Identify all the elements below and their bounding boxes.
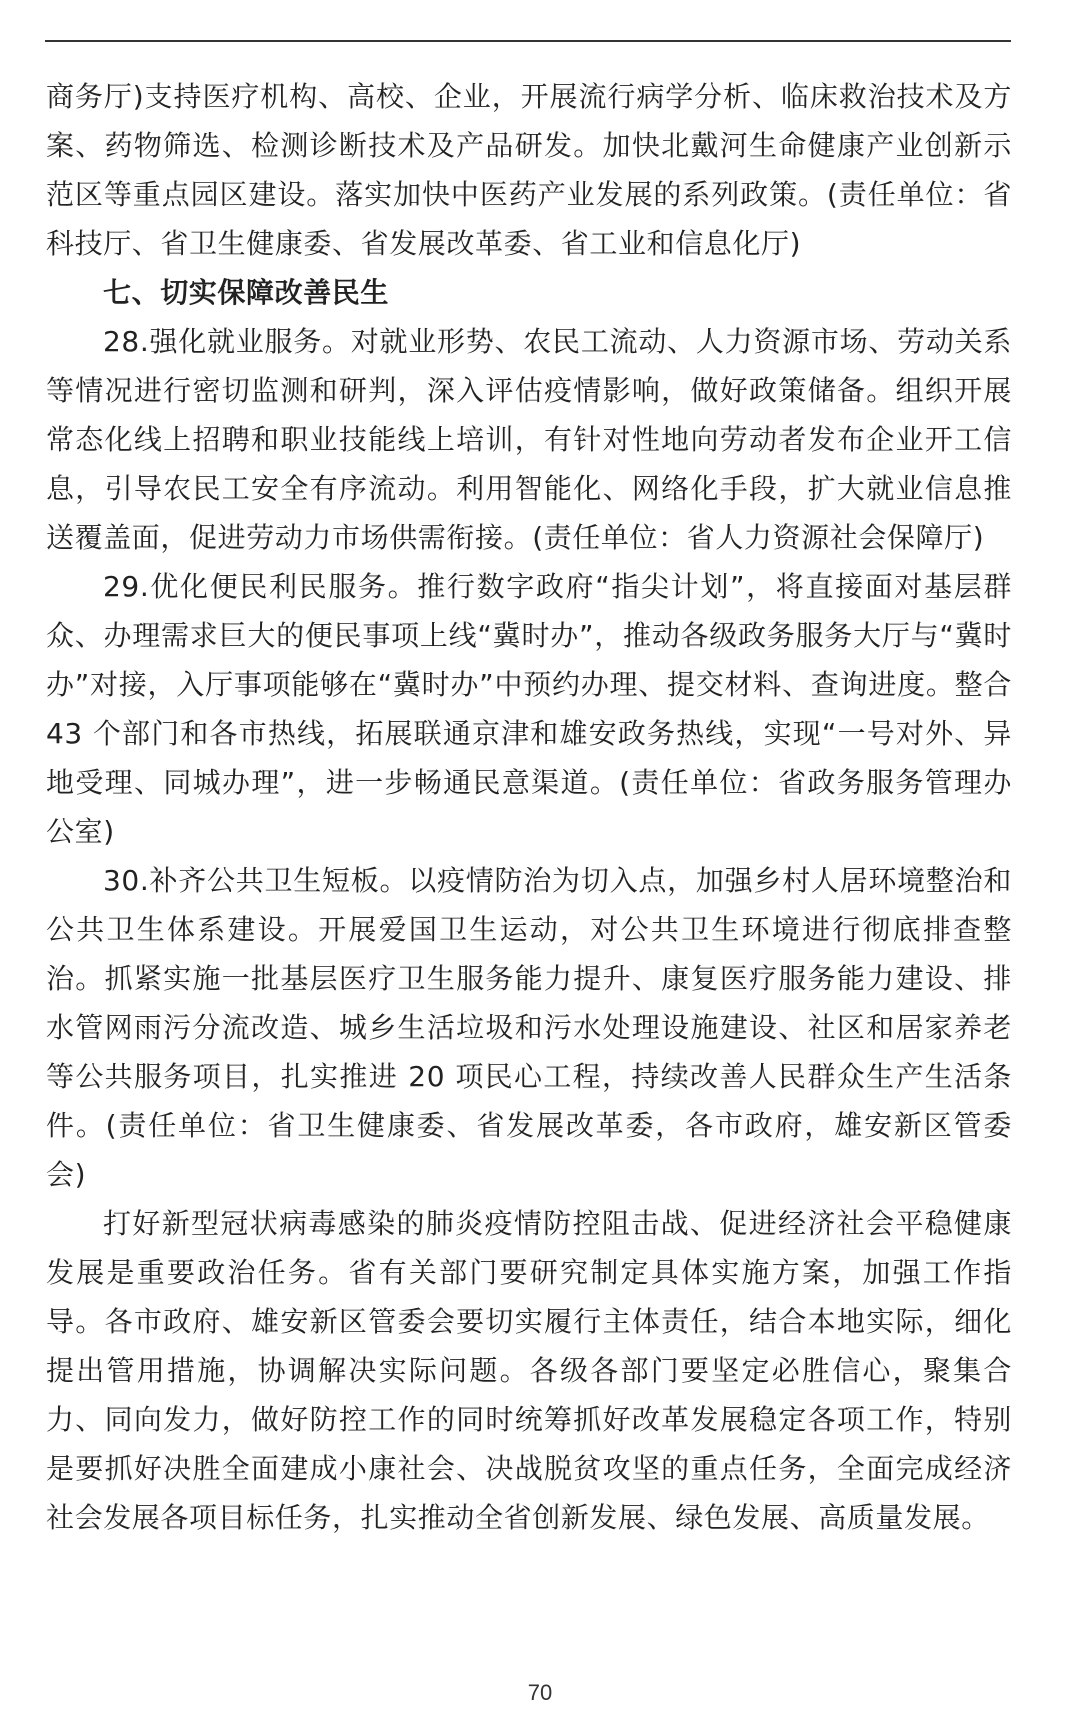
page-number: 70 [527,1680,553,1705]
paragraph-continuation: 商务厅)支持医疗机构、高校、企业，开展流行病学分析、临床救治技术及方案、药物筛选、检测诊断技术及产品研发。加快北戴河生命健康产业创新示范区等重点园区建设。落实加快中医药产业发展的系列政策。(责任单位：省科技厅、省卫生健康委、省发展改革委、省工业和信息化厅) [46,80,1012,260]
paragraph-item-29: 29.优化便民利民服务。推行数字政府“指尖计划”，将直接面对基层群众、办理需求巨大的便民事项上线“冀时办”，推动各级政务服务大厅与“冀时办”对接，入厅事项能够在“冀时办”中预约办理、提交材料、查询进度。整合 43 个部门和各市热线，拓展联通京津和雄安政务热线，实现“一号对外、异地受理、同城办理”，进一步畅通民意渠道。(责任单位：省政务服务管理办公室) [46,570,1012,848]
document-body [46,72,1012,1542]
paragraph-item-28: 28.强化就业服务。对就业形势、农民工流动、人力资源市场、劳动关系等情况进行密切监测和研判，深入评估疫情影响，做好政策储备。组织开展常态化线上招聘和职业技能线上培训，有针对性地向劳动者发布企业开工信息，引导农民工安全有序流动。利用智能化、网络化手段，扩大就业信息推送覆盖面，促进劳动力市场供需衔接。(责任单位：省人力资源社会保障厅) [46,325,1012,554]
paragraph-item-30: 30.补齐公共卫生短板。以疫情防治为切入点，加强乡村人居环境整治和公共卫生体系建设。开展爱国卫生运动，对公共卫生环境进行彻底排查整治。抓紧实施一批基层医疗卫生服务能力提升、康复医疗服务能力建设、排水管网雨污分流改造、城乡生活垃圾和污水处理设施建设、社区和居家养老等公共服务项目，扎实推进 20 项民心工程，持续改善人民群众生产生活条件。(责任单位：省卫生健康委、省发展改革委，各市政府，雄安新区管委会) [46,864,1012,1191]
paragraph-closing: 打好新型冠状病毒感染的肺炎疫情防控阻击战、促进经济社会平稳健康发展是重要政治任务。省有关部门要研究制定具体实施方案，加强工作指导。各市政府、雄安新区管委会要切实履行主体责任，结合本地实际，细化提出管用措施，协调解决实际问题。各级各部门要坚定必胜信心，聚集合力、同向发力，做好防控工作的同时统筹抓好改革发展稳定各项工作，特别是要抓好决胜全面建成小康社会、决战脱贫攻坚的重点任务，全面完成经济社会发展各项目标任务，扎实推动全省创新发展、绿色发展、高质量发展。 [46,1207,1012,1534]
section-heading: 七、切实保障改善民生 [103,276,390,309]
header-rule [45,40,1011,42]
